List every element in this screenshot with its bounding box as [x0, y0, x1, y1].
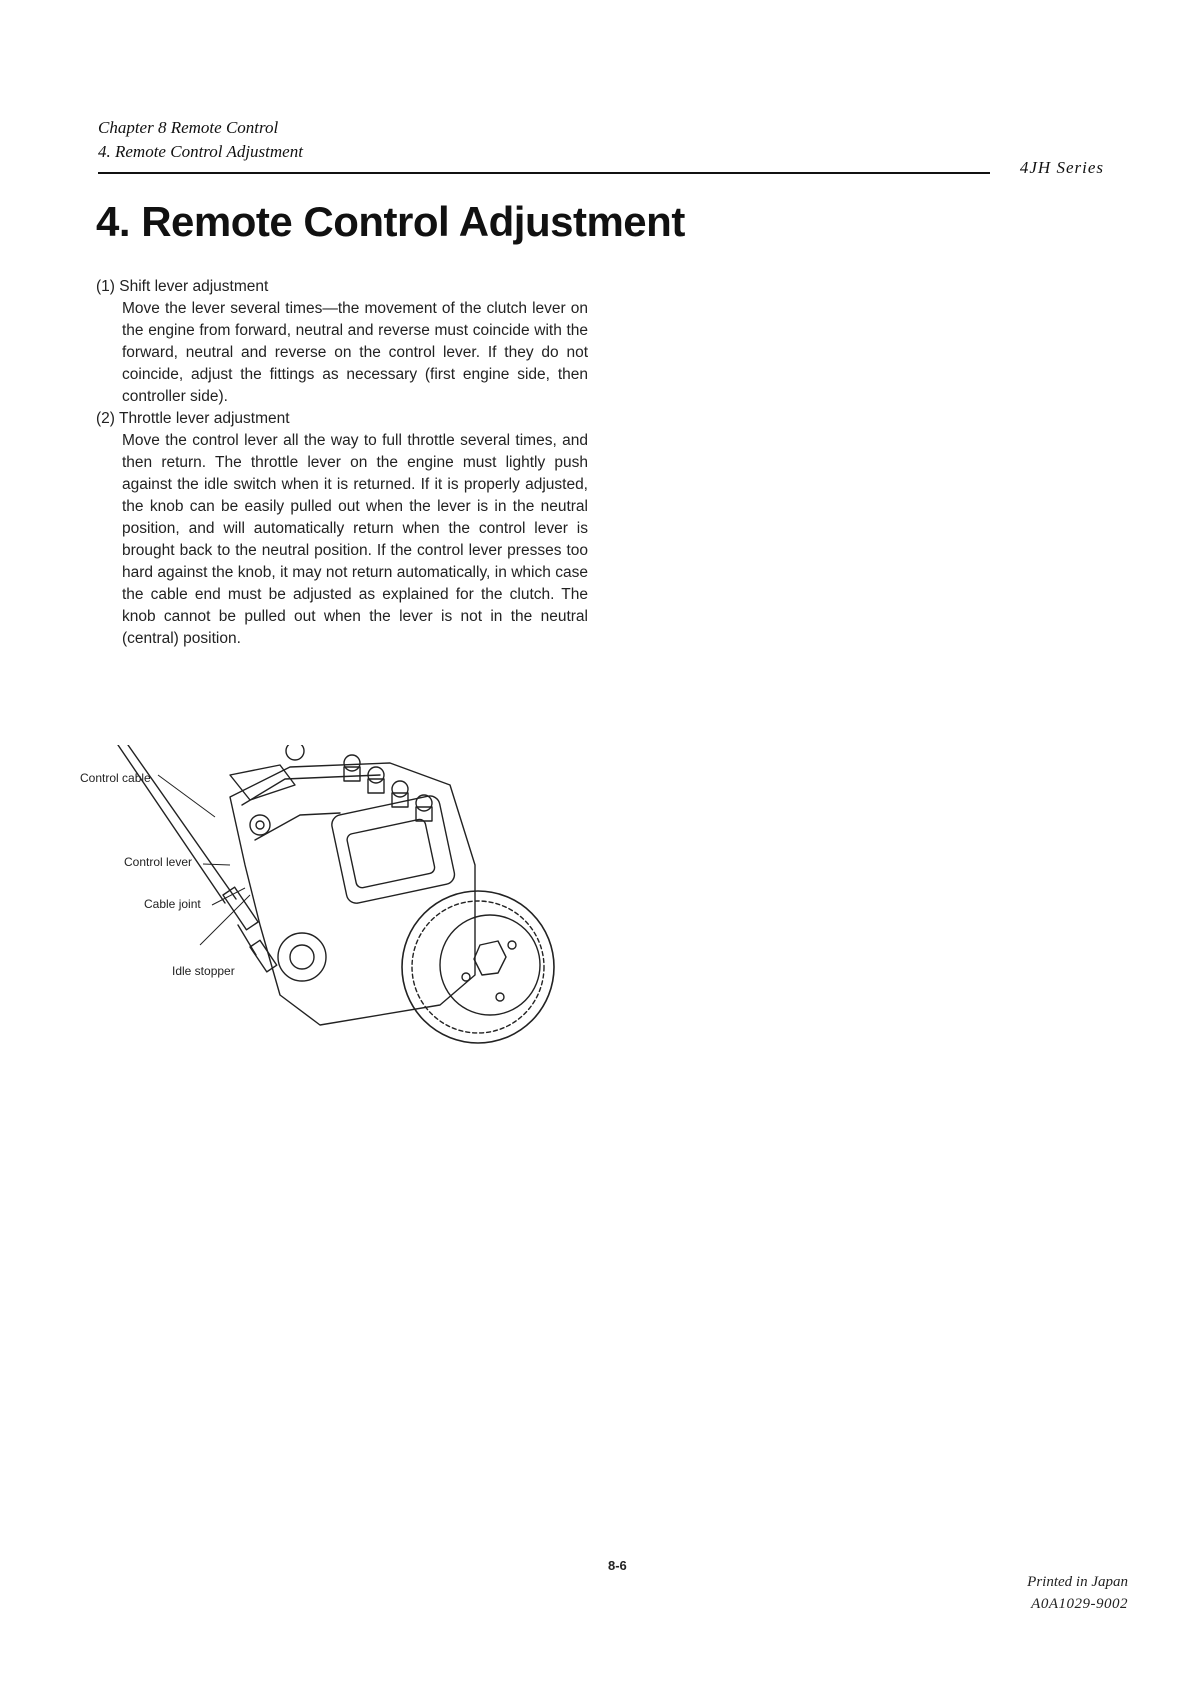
instructions — [96, 276, 588, 650]
header-chapter: Chapter 8 Remote Control — [98, 118, 279, 137]
step-1-text: Move the lever several times—the movement of the clutch lever on the engine from forward, neutral and reverse must coincide with the forward, neutral and reverse on the control lever. If they do not coincide, adjust the fittings as necessary (first engine side, then controller side). — [122, 300, 588, 405]
page-number: 8-6 — [608, 1558, 627, 1573]
step-2-text: Move the control lever all the way to full throttle several times, and then return. The throttle lever on the engine must lightly push against the idle switch when it is returned. If it is properly adjusted, the knob can be easily pulled out when the lever is in the neutral position, and will automatically return when the control lever is brought back to the neutral position. If the control lever presses too hard against the knob, it may not return automatically, in which case the cable end must be adjusted as explained for the clutch. The knob cannot be pulled out when the lever is not in the neutral (central) position. — [122, 432, 588, 647]
header-series: 4JH Series — [1019, 158, 1104, 177]
page-title: 4. Remote Control Adjustment — [96, 198, 685, 245]
control-lever-label: Control lever — [124, 855, 193, 869]
pump-body — [230, 763, 475, 1025]
control-cable-label: Control cable — [80, 771, 151, 785]
control-cable-line-2 — [128, 745, 236, 899]
header-section: 4. Remote Control Adjustment — [98, 142, 303, 161]
cable-joint-label: Cable joint — [144, 897, 201, 911]
step-2-heading: (2) Throttle lever adjustment — [96, 410, 290, 427]
footer-printed: Printed in Japan — [1027, 1574, 1128, 1590]
footer-code: A0A1029-9002 — [1031, 1596, 1128, 1612]
lever-pivot — [250, 815, 270, 835]
header-rule — [98, 172, 990, 174]
idle-stopper-part — [278, 933, 326, 981]
idle-stopper-label: Idle stopper — [172, 964, 235, 978]
step-1-heading: (1) Shift lever adjustment — [96, 278, 269, 295]
control-cable-line-1 — [118, 745, 225, 903]
engine-illustration — [80, 745, 600, 1145]
